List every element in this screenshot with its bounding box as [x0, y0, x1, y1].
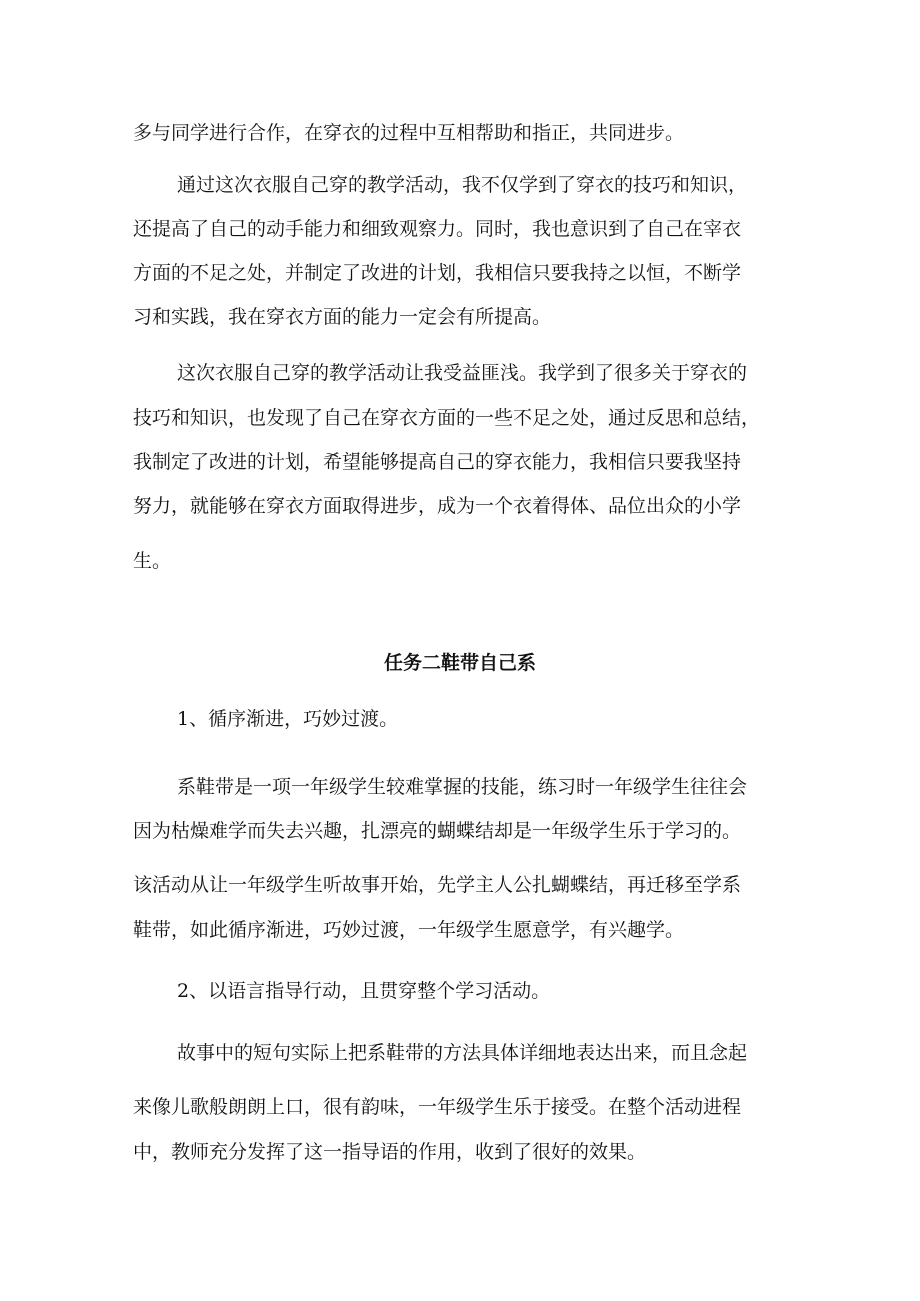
- paragraph-line: 通过这次衣服自己穿的教学活动，我不仅学到了穿衣的技巧和知识，: [177, 174, 748, 196]
- paragraph-line: 该活动从让一年级学生听故事开始，先学主人公扎蝴蝶结，再迁移至学系: [133, 874, 742, 896]
- paragraph-line: 这次衣服自己穿的教学活动让我受益匪浅。我学到了很多关于穿衣的: [177, 362, 748, 384]
- paragraph-line: 生。: [133, 550, 172, 572]
- section-heading: 任务二鞋带自己系: [383, 652, 536, 674]
- paragraph-line: 因为枯燥难学而失去兴趣，扎漂亮的蝴蝶结却是一年级学生乐于学习的。: [133, 820, 742, 842]
- paragraph-line: 还提高了自己的动手能力和细致观察力。同时，我也意识到了自己在宰衣: [133, 218, 742, 240]
- paragraph-line: 努力，就能够在穿衣方面取得进步，成为一个衣着得体、品位出众的小学: [133, 495, 742, 517]
- paragraph-line: 鞋带，如此循序渐进，巧妙过渡，一年级学生愿意学，有兴趣学。: [133, 919, 685, 941]
- paragraph-line: 故事中的短句实际上把系鞋带的方法具体详细地表达出来，而且念起: [177, 1042, 748, 1064]
- paragraph-line: 来像儿歌般朗朗上口，很有韵味，一年级学生乐于接受。在整个活动进程: [133, 1096, 742, 1118]
- point-title: 1、循序渐进，巧妙过渡。: [177, 708, 399, 730]
- paragraph-line: 习和实践，我在穿衣方面的能力一定会有所提高。: [133, 306, 552, 328]
- paragraph-line: 中，教师充分发挥了这一指导语的作用，收到了很好的效果。: [133, 1141, 647, 1163]
- paragraph-line: 系鞋带是一项一年级学生较难掌握的技能，练习时一年级学生往往会: [177, 776, 748, 798]
- point-title: 2、以语言指导行动，且贯穿整个学习活动。: [177, 980, 551, 1002]
- paragraph-line: 我制定了改进的计划，希望能够提高自己的穿衣能力，我相信只要我坚持: [133, 451, 742, 473]
- paragraph-line: 技巧和知识，也发现了自己在穿衣方面的一些不足之处，通过反思和总结，: [133, 407, 761, 429]
- paragraph-line: 多与同学进行合作，在穿衣的过程中互相帮助和指正，共同进步。: [133, 122, 685, 144]
- paragraph-line: 方面的不足之处，并制定了改进的计划，我相信只要我持之以恒，不断学: [133, 262, 742, 284]
